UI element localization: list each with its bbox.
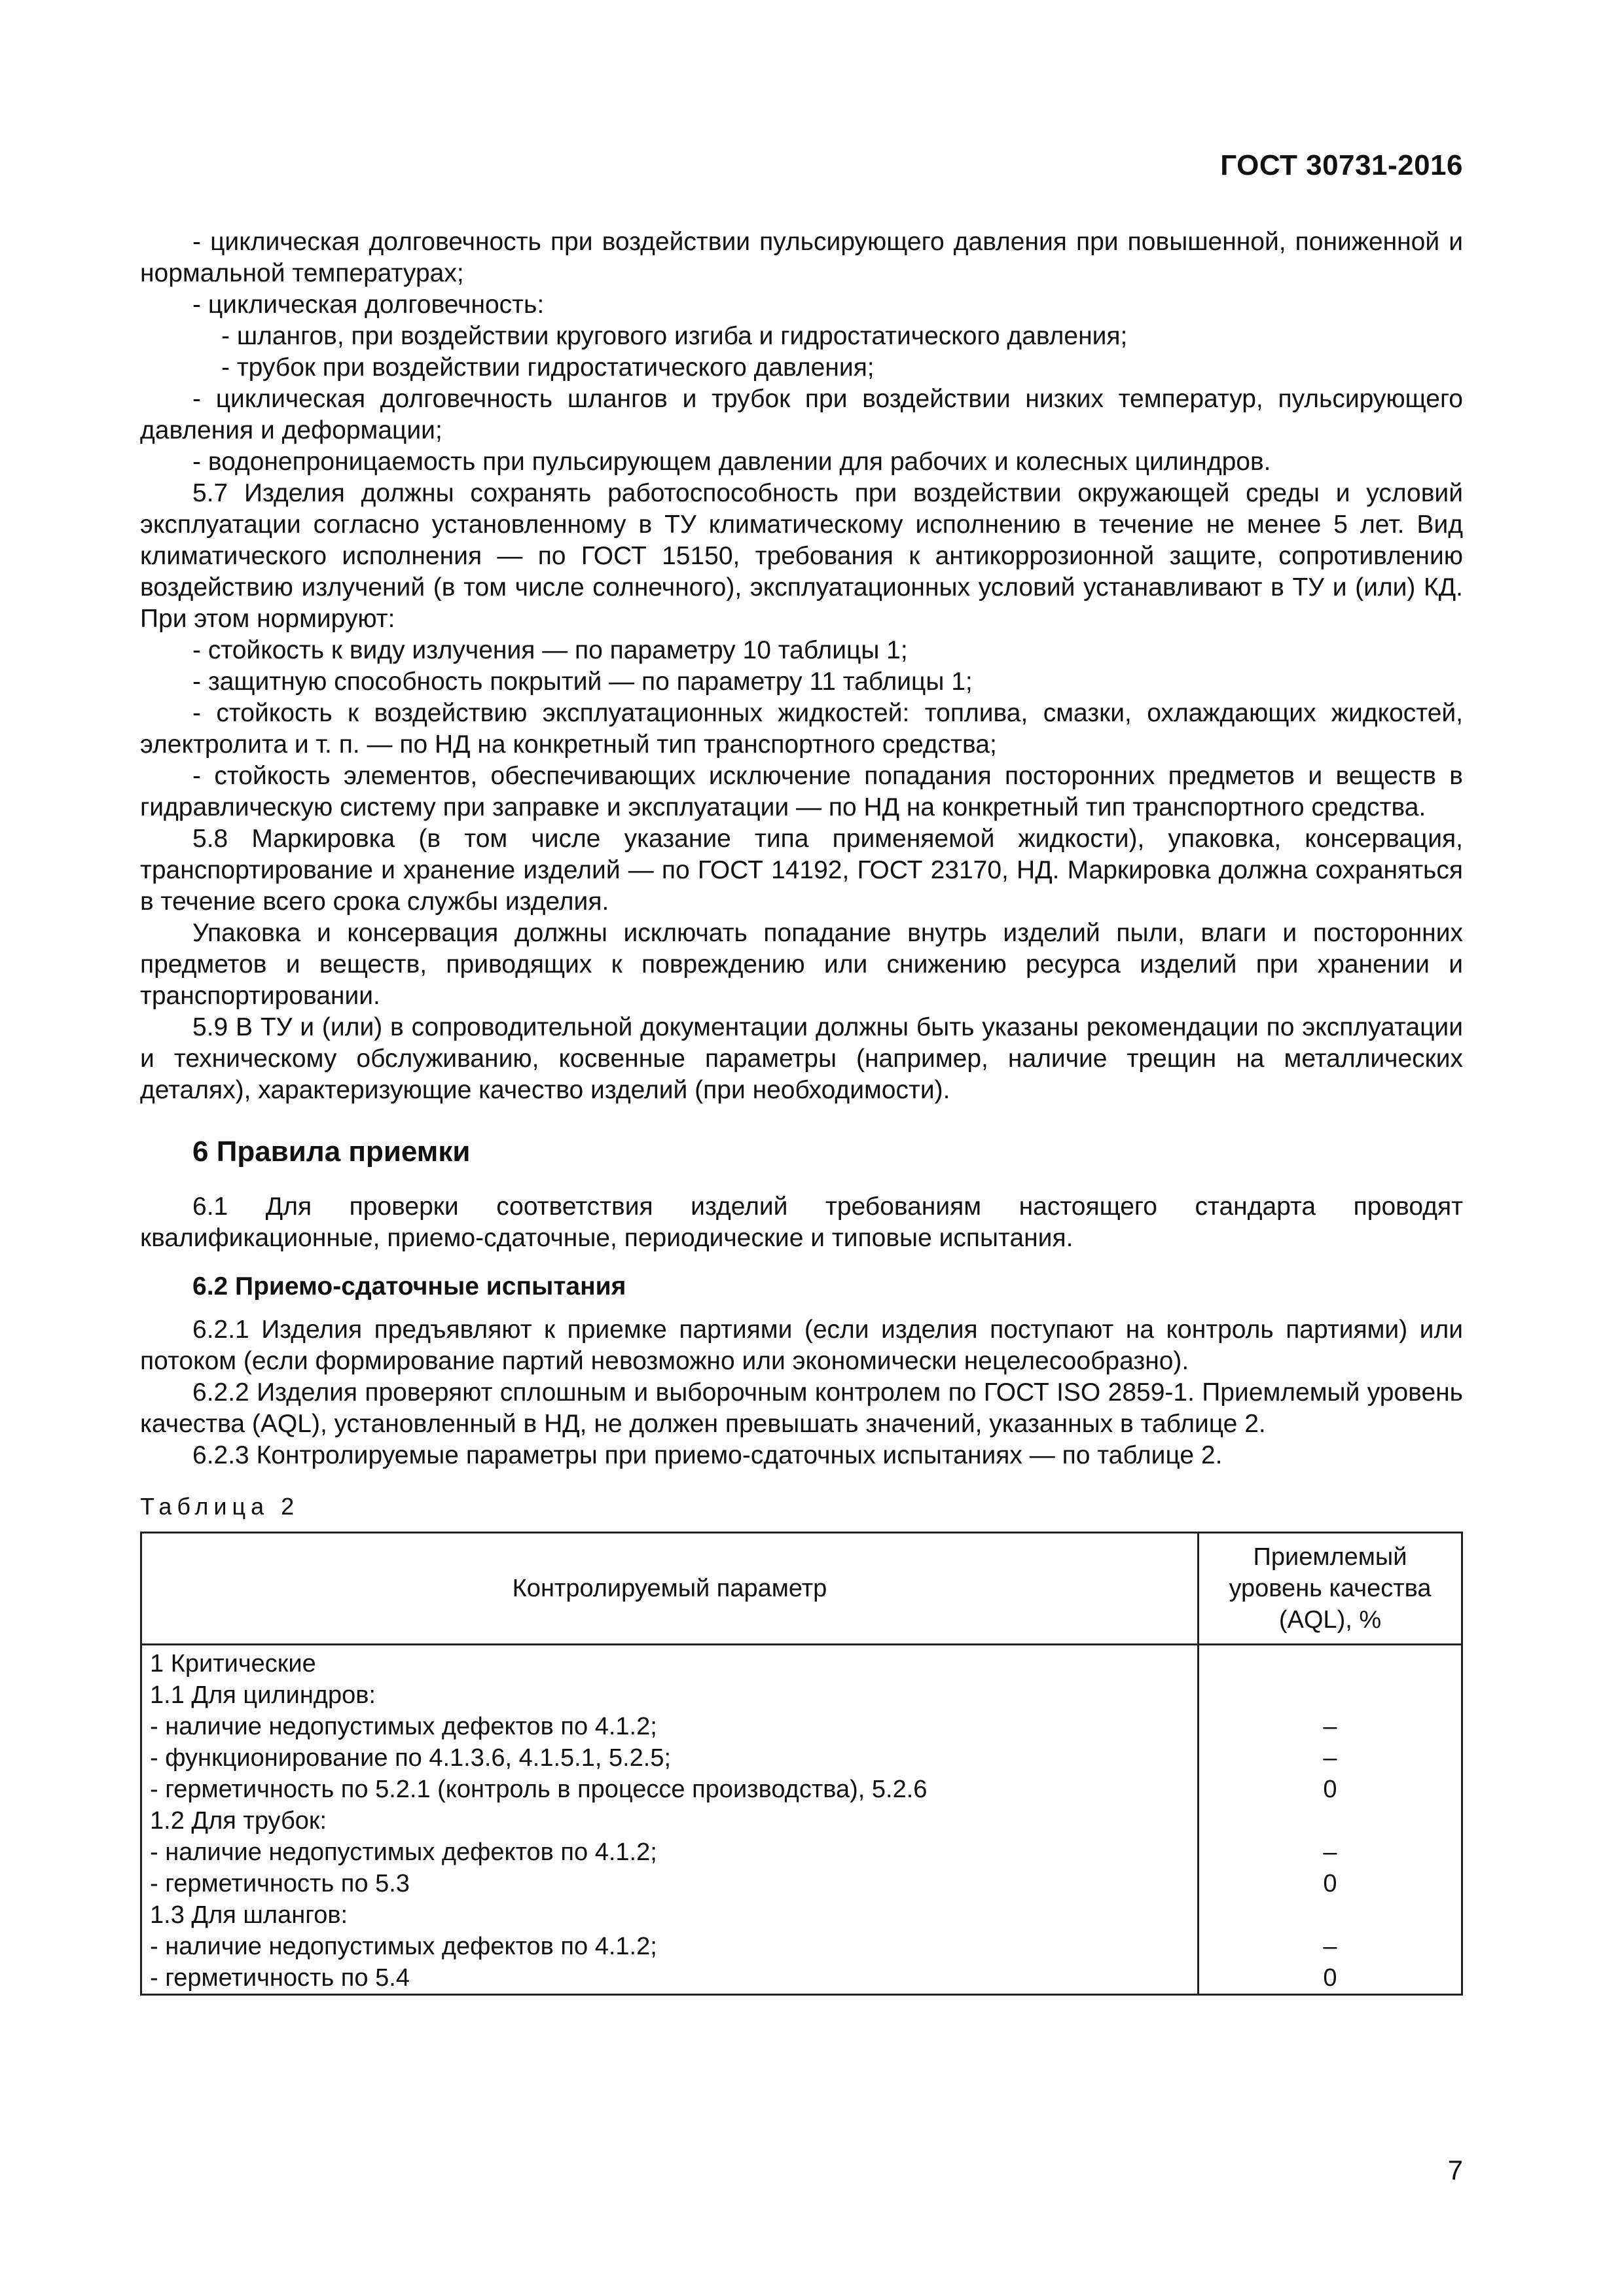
paragraph: - циклическая долговечность при воздействии пульсирующего давления при повышенной, пониженной и нормальной температурах;: [140, 228, 1463, 287]
table-row: [141, 1645, 1462, 1995]
page-number: 7: [1447, 2155, 1463, 2185]
clause-5-8: 5.8 Маркировка (в том числе указание типа применяемой жидкости), упаковка, консервация, транспортирование и хранение изделий — по ГОСТ 14192, ГОСТ 23170, НД. Маркировка должна сохраняться в течение всего срока службы изделия.: [140, 825, 1463, 916]
table-caption: Таблица 2: [140, 1493, 300, 1520]
aql-cell: [1199, 1899, 1461, 1931]
clause-6-2-2: 6.2.2 Изделия проверяют сплошным и выборочным контролем по ГОСТ ISO 2859-1. Приемлемый уровень качества (AQL), установленный в НД, не должен превышать значений, указанных в таблице 2.: [140, 1378, 1463, 1438]
paragraph: - стойкость элементов, обеспечивающих исключение попадания посторонних предметов и веществ в гидравлическую систему при заправке и эксплуатации — по НД на конкретный тип транспортного средства.: [140, 762, 1463, 821]
clause-6-2-3: 6.2.3 Контролируемые параметры при приемо-сдаточных испытаниях — по таблице 2.: [192, 1441, 1223, 1469]
clause-5-9: 5.9 В ТУ и (или) в сопроводительной документации должны быть указаны рекомендации по эксплуатации и техническому обслуживанию, косвенные параметры (например, наличие трещин на металлических деталях), характеризующие качество изделий (при необходимости).: [140, 1013, 1463, 1104]
aql-cell: [1199, 1648, 1461, 1679]
document-body: [140, 226, 1463, 1996]
subsection-heading: 6.2 Приемо-сдаточные испытания: [192, 1272, 626, 1300]
aql-cell: 0: [1323, 1870, 1337, 1897]
param-cell: - наличие недопустимых дефектов по 4.1.2;: [150, 1839, 657, 1866]
clause-5-7: 5.7 Изделия должны сохранять работоспособность при воздействии окружающей среды и условий эксплуатации согласно установленному в ТУ климатическому исполнению в течение не менее 5 лет. Вид климатического исполнения — по ГОСТ 15150, требования к антикоррозионной защите, сопротивлению воздействию излучений (в том числе солнечного), эксплуатационных условий устанавливают в ТУ и (или) КД. При этом нормируют:: [140, 479, 1463, 633]
aql-cell: [1199, 1679, 1461, 1711]
section-heading: 6 Правила приемки: [192, 1136, 471, 1168]
aql-cell: –: [1323, 1933, 1337, 1960]
param-column: [141, 1645, 1199, 1995]
paragraph: Упаковка и консервация должны исключать попадание внутрь изделий пыли, влаги и посторонних предметов и веществ, приводящих к повреждению или снижению ресурса изделий при хранении и транспортировании.: [140, 919, 1463, 1010]
aql-cell: –: [1323, 1839, 1337, 1866]
paragraph: - защитную способность покрытий — по параметру 11 таблицы 1;: [192, 668, 973, 696]
param-cell: 1.1 Для цилиндров:: [150, 1681, 376, 1709]
aql-cell: 0: [1323, 1776, 1337, 1803]
clause-6-1: 6.1 Для проверки соответствия изделий требованиям настоящего стандарта проводят квалификационные, приемо-сдаточные, периодические и типовые испытания.: [140, 1193, 1463, 1252]
paragraph: - циклическая долговечность:: [192, 291, 545, 319]
param-cell: 1.2 Для трубок:: [150, 1807, 327, 1835]
header-param: Контролируемый параметр: [141, 1533, 1199, 1645]
header-aql: Приемлемый уровень качества (AQL), %: [1199, 1533, 1462, 1645]
param-cell: 1.3 Для шлангов:: [150, 1901, 348, 1929]
param-cell: 1 Критические: [150, 1650, 316, 1677]
clause-6-2-1: 6.2.1 Изделия предъявляют к приемке партиями (если изделия поступают на контроль партиями) или потоком (если формирование партий невозможно или экономически нецелесообразно).: [140, 1316, 1463, 1375]
param-cell: - функционирование по 4.1.3.6, 4.1.5.1, 5.2.5;: [150, 1744, 672, 1772]
aql-cell: –: [1323, 1713, 1337, 1740]
paragraph: - стойкость к воздействию эксплуатационных жидкостей: топлива, смазки, охлаждающих жидкостей, электролита и т. п. — по НД на конкретный тип транспортного средства;: [140, 699, 1463, 759]
table-2: [140, 1532, 1463, 1996]
param-cell: - герметичность по 5.2.1 (контроль в процессе производства), 5.2.6: [150, 1776, 928, 1803]
param-cell: - наличие недопустимых дефектов по 4.1.2;: [150, 1713, 657, 1740]
paragraph: - трубок при воздействии гидростатического давления;: [221, 353, 875, 382]
paragraph: - водонепроницаемость при пульсирующем давлении для рабочих и колесных цилиндров.: [192, 448, 1271, 476]
param-cell: - наличие недопустимых дефектов по 4.1.2;: [150, 1933, 657, 1960]
document-header: ГОСТ 30731-2016: [1220, 149, 1463, 181]
paragraph: - циклическая долговечность шлангов и трубок при воздействии низких температур, пульсирующего давления и деформации;: [140, 385, 1463, 444]
param-cell: - герметичность по 5.3: [150, 1870, 410, 1897]
paragraph: - шлангов, при воздействии кругового изгиба и гидростатического давления;: [221, 322, 1128, 350]
paragraph: - стойкость к виду излучения — по параметру 10 таблицы 1;: [192, 636, 908, 664]
table-header-row: [141, 1533, 1462, 1645]
param-cell: - герметичность по 5.4: [150, 1964, 410, 1992]
aql-column: [1199, 1645, 1462, 1995]
aql-cell: [1199, 1805, 1461, 1837]
aql-cell: –: [1323, 1744, 1337, 1772]
aql-cell: 0: [1323, 1964, 1337, 1992]
